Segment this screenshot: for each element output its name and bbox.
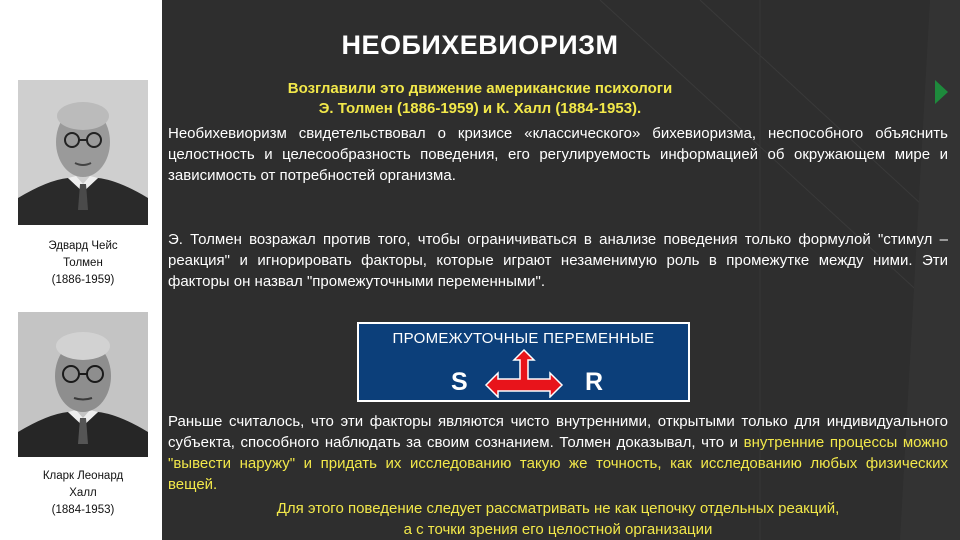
caption-tolman-line-3: (1886-1959): [51, 274, 115, 286]
caption-hull: [10, 468, 156, 519]
portrait-hull: [18, 312, 148, 457]
stimulus-label: S: [451, 368, 468, 396]
diagram-title: ПРОМЕЖУТОЧНЫЕ ПЕРЕМЕННЫЕ: [392, 330, 655, 347]
conclusion-line-1: Для этого поведение следует рассматривать не как цепочку отдельных реакций,: [276, 500, 840, 517]
paragraph-internal-processes: [168, 411, 948, 495]
caption-hull-line-2: Халл: [69, 487, 97, 499]
portrait-tolman: [18, 80, 148, 225]
caption-hull-line-3: (1884-1953): [51, 504, 115, 516]
page-title: НЕОБИХЕВИОРИЗМ: [341, 30, 619, 60]
caption-tolman-line-1: Эдвард Чейс: [48, 240, 118, 252]
paragraph-tolman: Э. Толмен возражал против того, чтобы ограничиваться в анализе поведения только формулой "стимул – реакция" и игнорировать факторы, которые играют незаменимую роль в промежутке между ними. Эти факторы он назвал "промежуточными переменными".: [168, 231, 948, 290]
arrows-icon: [479, 348, 569, 398]
subtitle: [165, 79, 795, 119]
caption-tolman: [10, 238, 156, 289]
reaction-label: R: [585, 368, 604, 396]
paragraph-crisis: Необихевиоризм свидетельствовал о кризисе «классического» бихевиоризма, неспособного объяснить целостность и целесообразность поведения, его регулируемость информацией об окружающем мире и зависимость от потребностей организма.: [168, 125, 948, 184]
paragraph3-highlight: внутренние процессы можно "вывести наружу" и придать их исследованию такую же точность, как исследованию любых физических вещей.: [168, 434, 948, 493]
conclusion-line-2: а с точки зрения его целостной организации: [403, 521, 713, 538]
intermediate-variables-diagram: [357, 322, 690, 402]
caption-tolman-line-2: Толмен: [63, 257, 103, 269]
subtitle-line-1: Возглавили это движение американские психологи: [287, 80, 673, 97]
paragraph3-part1: Раньше считалось, что эти факторы являются чисто внутренними, открытыми только для индивидуального субъекта, способного наблюдать за своим сознанием. Толмен доказывал, что и: [168, 413, 948, 451]
caption-hull-line-1: Кларк Леонард: [42, 470, 124, 482]
subtitle-line-2: Э. Толмен (1886-1959) и К. Халл (1884-1953).: [318, 100, 642, 117]
